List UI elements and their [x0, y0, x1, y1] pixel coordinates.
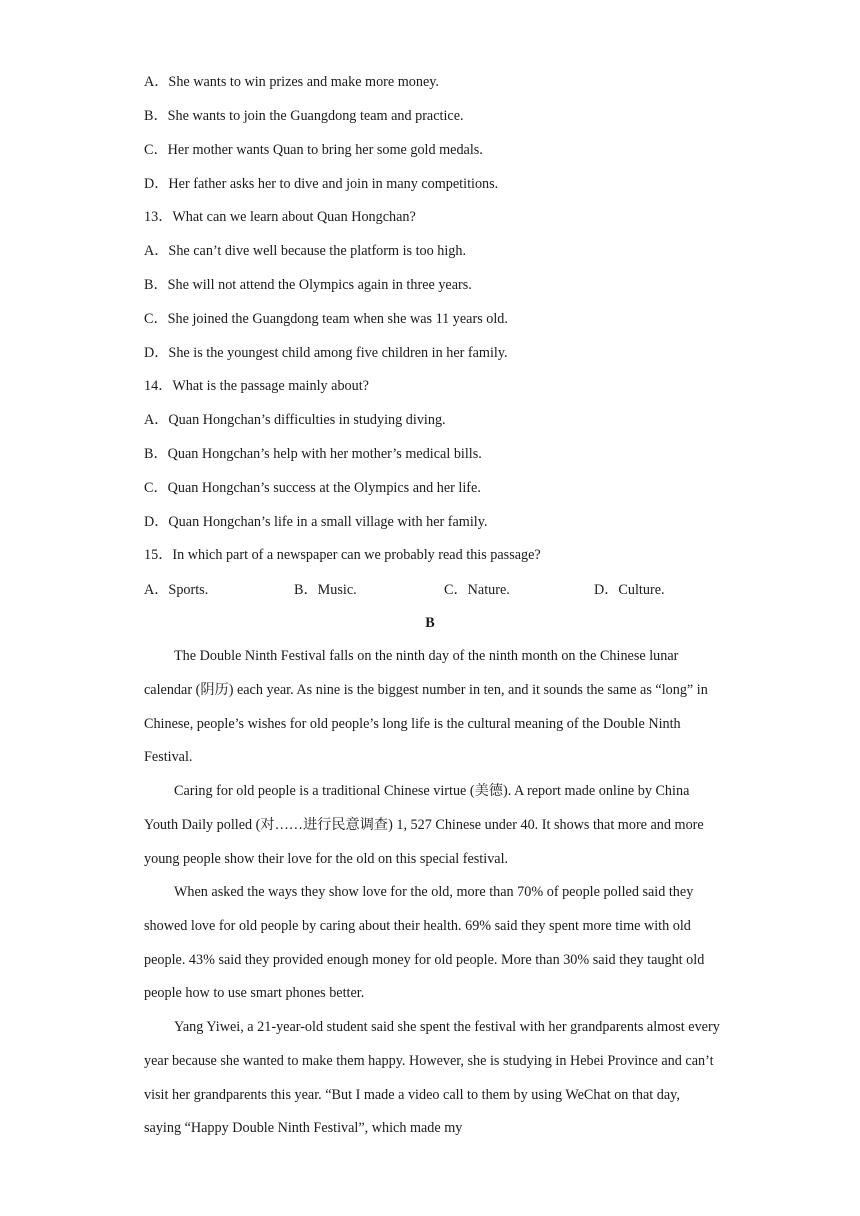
q12-option-a: A．She wants to win prizes and make more money. — [144, 74, 439, 90]
q13-option-d: D．She is the youngest child among five children in her family. — [144, 345, 508, 361]
q13-option-b: B．She will not attend the Olympics again in three years. — [144, 277, 472, 293]
q14-stem: 14．What is the passage mainly about? — [144, 378, 369, 394]
q13-option-c: C．She joined the Guangdong team when she was 11 years old. — [144, 311, 508, 327]
section-b-paragraph-1 — [144, 640, 720, 775]
q15-option-d: D．Culture. — [594, 582, 665, 598]
section-b-heading: B — [425, 615, 435, 631]
section-b-paragraph-3 — [144, 876, 720, 1011]
q13-stem: 13．What can we learn about Quan Hongchan? — [144, 209, 416, 225]
q12-option-d: D．Her father asks her to dive and join in many competitions. — [144, 176, 499, 192]
q12-option-b: B．She wants to join the Guangdong team and practice. — [144, 108, 464, 124]
paragraph-text: Caring for old people is a traditional Chinese virtue (美德). A report made online by China Youth Daily polled (对……进行民意调查) 1, 527 Chinese under 40. It shows that more and more young people show their love for the old on this special festival. — [144, 783, 704, 867]
q12-option-c: C．Her mother wants Quan to bring her some gold medals. — [144, 142, 483, 158]
q15-stem: 15．In which part of a newspaper can we probably read this passage? — [144, 547, 541, 563]
q15-option-a: A．Sports. — [144, 582, 209, 598]
paragraph-text: Yang Yiwei, a 21-year-old student said she spent the festival with her grandparents almost every year because she wanted to make them happy. However, she is studying in Hebei Province and can’t visit her grandparents this year. “But I made a video call to them by using WeChat on that day, saying “Happy Double Ninth Festival”, which made my — [144, 1019, 720, 1137]
q14-option-c: C．Quan Hongchan’s success at the Olympics and her life. — [144, 480, 481, 496]
section-b-paragraph-4 — [144, 1011, 720, 1146]
paragraph-text: The Double Ninth Festival falls on the ninth day of the ninth month on the Chinese lunar calendar (阴历) each year. As nine is the biggest number in ten, and it sounds the same as “long” in Chinese, people’s wishes for old people’s long life is the cultural meaning of the Double Ninth Festival. — [144, 648, 708, 766]
q15-option-c: C．Nature. — [444, 582, 510, 598]
section-b-paragraph-2 — [144, 775, 720, 876]
q15-option-b: B．Music. — [294, 582, 357, 598]
q15-options — [144, 580, 744, 600]
q14-option-d: D．Quan Hongchan’s life in a small village with her family. — [144, 514, 488, 530]
q13-option-a: A．She can’t dive well because the platform is too high. — [144, 243, 467, 259]
q14-option-b: B．Quan Hongchan’s help with her mother’s medical bills. — [144, 446, 482, 462]
q14-option-a: A．Quan Hongchan’s difficulties in studying diving. — [144, 412, 446, 428]
paragraph-text: When asked the ways they show love for the old, more than 70% of people polled said they showed love for old people by caring about their health. 69% said they spent more time with old people. 43% said they provided enough money for old people. More than 30% said they taught old people how to use smart phones better. — [144, 884, 705, 1002]
